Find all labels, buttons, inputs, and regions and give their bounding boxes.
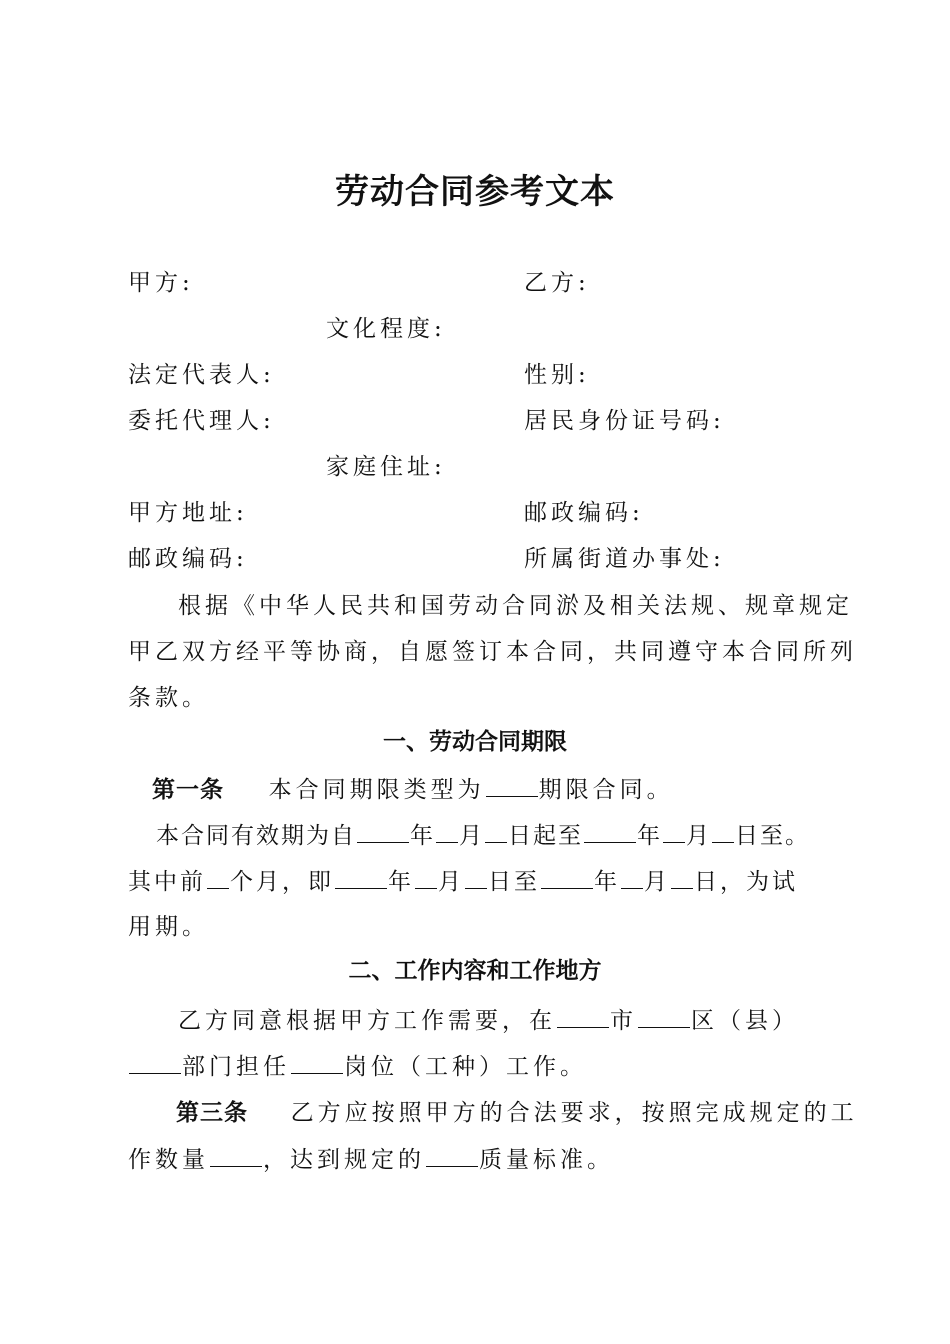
probation-text-a: 其中前 (128, 869, 206, 895)
blank-field[interactable] (663, 820, 685, 843)
month-text: 月 (438, 869, 464, 895)
work-location-text: 乙方同意根据甲方工作需要，在 (178, 1008, 556, 1034)
blank-field[interactable] (671, 866, 693, 889)
district-text: 区（县） (691, 1008, 799, 1034)
probation-text-end: 日，为试 (694, 869, 798, 895)
year-text: 年 (594, 869, 620, 895)
work-position-line (128, 1051, 587, 1082)
home-address-label: 家庭住址: (326, 454, 446, 480)
document-title: 劳动合同参考文本 (335, 172, 615, 212)
year-text: 年 (410, 823, 435, 849)
validity-text: 本合同有效期为自 (156, 823, 356, 849)
blank-field[interactable] (485, 820, 507, 843)
legal-rep-label: 法定代表人: (128, 362, 275, 388)
education-label: 文化程度: (326, 316, 446, 342)
section-1-heading: 一、劳动合同期限 (383, 728, 567, 755)
article-3-text-b3: 质量标准。 (479, 1147, 614, 1173)
id-number-label: 居民身份证号码: (524, 408, 725, 434)
department-text: 部门担任 (182, 1054, 290, 1080)
work-location-line (178, 1005, 799, 1036)
blank-field[interactable] (357, 820, 409, 843)
blank-field[interactable] (291, 1051, 343, 1074)
article-3-text-a: 乙方应按照甲方的合法要求，按照完成规定的工 (290, 1100, 858, 1126)
party-b-label: 乙方: (524, 270, 590, 296)
street-office-label: 所属街道办事处: (524, 546, 725, 572)
blank-field[interactable] (465, 866, 487, 889)
article-1-text-a: 本合同期限类型为 (268, 777, 485, 803)
party-a-postcode-label: 邮政编码: (128, 546, 248, 572)
party-b-postcode-label: 邮政编码: (524, 500, 644, 526)
blank-field[interactable] (712, 820, 734, 843)
validity-line (156, 820, 810, 851)
party-a-address-label: 甲方地址: (128, 500, 248, 526)
article-1-label: 第一条 (152, 776, 224, 803)
article-3-label: 第三条 (176, 1099, 248, 1126)
blank-field[interactable] (426, 1144, 478, 1167)
blank-field[interactable] (621, 866, 643, 889)
day-to-text: 日至。 (735, 823, 810, 849)
blank-field[interactable] (638, 1005, 690, 1028)
gender-label: 性别: (524, 362, 590, 388)
intro-line-3: 条款。 (128, 685, 209, 711)
article-3-line (176, 1098, 858, 1128)
article-1-text-b: 期限合同。 (538, 777, 674, 803)
year-text: 年 (637, 823, 662, 849)
blank-field[interactable] (335, 866, 387, 889)
intro-line-2: 甲乙双方经平等协商，自愿签订本合同，共同遵守本合同所列 (128, 639, 857, 665)
day-from-text: 日起至 (508, 823, 583, 849)
blank-field[interactable] (415, 866, 437, 889)
probation-line (128, 866, 798, 897)
month-text: 月 (686, 823, 711, 849)
agent-label: 委托代理人: (128, 408, 275, 434)
blank-field[interactable] (436, 820, 458, 843)
blank-field[interactable] (486, 774, 538, 797)
post-text: 岗位（工种）工作。 (344, 1054, 587, 1080)
blank-field[interactable] (584, 820, 636, 843)
blank-field[interactable] (541, 866, 593, 889)
article-3-line-2 (128, 1144, 614, 1175)
party-a-label: 甲方: (128, 270, 194, 296)
section-2-heading: 二、工作内容和工作地方 (348, 957, 602, 984)
article-1-line (152, 774, 674, 805)
month-text: 月 (459, 823, 484, 849)
blank-field[interactable] (129, 1051, 181, 1074)
month-text: 月 (644, 869, 670, 895)
article-3-text-b1: 作数量 (128, 1147, 209, 1173)
probation-line-end: 用期。 (128, 914, 209, 940)
day-to-text: 日至 (488, 869, 540, 895)
intro-line-1: 根据《中华人民共和国劳动合同淤及相关法规、规章规定 (178, 593, 853, 619)
blank-field[interactable] (210, 1144, 262, 1167)
city-text: 市 (610, 1008, 637, 1034)
probation-text-b: 个月，即 (230, 869, 334, 895)
article-3-text-b2: ，达到规定的 (263, 1147, 425, 1173)
year-text: 年 (388, 869, 414, 895)
blank-field[interactable] (207, 866, 229, 889)
blank-field[interactable] (557, 1005, 609, 1028)
